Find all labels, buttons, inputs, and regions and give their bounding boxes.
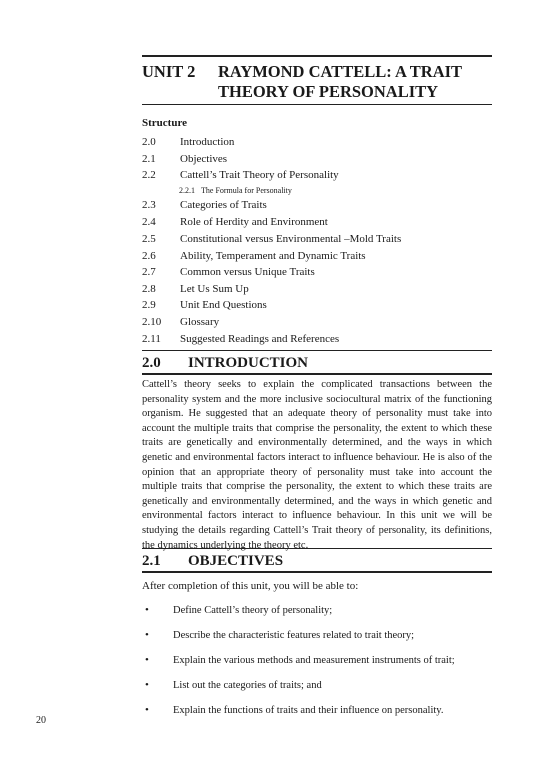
toc-item: 2.9 Unit End Questions xyxy=(142,299,267,311)
toc-item: 2.11 Suggested Readings and References xyxy=(142,333,340,345)
page-number: 20 xyxy=(36,715,46,726)
toc-item: 2.3 Categories of Traits xyxy=(142,199,267,211)
toc-item: 2.4 Role of Herdity and Environment xyxy=(142,216,328,228)
introduction-heading: 2.0 INTRODUCTION xyxy=(142,355,309,371)
title-bottom-rule xyxy=(142,104,492,105)
introduction-bottom-rule xyxy=(142,373,492,375)
objectives-intro: After completion of this unit, you will be able to: xyxy=(142,580,359,592)
introduction-paragraph: Cattell’s theory seeks to explain the complicated transactions between the personality system and the more inclusive sociocultural matrix of the functioning organism. He suggested that an adequate theory of personality must take into account the multiple traits that comprise the personality, the extent to which these traits are genetically and environmentally determined, and the ways in which genetic and environmental factors interact to influence behaviour. He is also of the opinion that an appropriate theory of personality must take into account the multiple traits that comprise the personality, the extent to which these traits are genetically and environmentally determined, and the ways in which genetic and environmental factors interact to influence behaviour. In this unit we will be studying the details regarding Cattell’s Trait theory of personality, its definitions, the dynamics underlying the theory etc. xyxy=(142,379,492,551)
toc-item: 2.2 Cattell’s Trait Theory of Personality xyxy=(142,169,339,181)
toc-item: 2.1 Objectives xyxy=(142,153,228,165)
toc-item: 2.7 Common versus Unique Traits xyxy=(142,266,315,278)
introduction-top-rule xyxy=(142,350,492,351)
document-page: UNIT 2 RAYMOND CATTELL: A TRAIT THEORY OF PERSONALITY Structure 2.0 Introduction 2.1 Objectives 2.2 Cattell’s Trait Theory of Personality 2.2.1 The Formula for Personality 2.3 Categories of Traits 2.4 Role of Herdity and Environment 2.5 Constitutional versus Environmental –Mold Traits 2.6 Ability, Temperament and Dynamic Traits 2.7 Common versus Unique Traits 2.8 Let Us Sum Up 2.9 Unit End Questions 2.10 Glossary 2.11 Suggested Readings and References 2.0 INTRODUCTION Cattell’s theory seeks to explain the complicated transactions between the personality system and the more inclusive sociocultural matrix of the functioning organism. He suggested that an adequate theory of personality must take into account the multiple traits that comprise the personality, the extent to which these traits are genetically and environmentally determined, and the ways in which genetic and environmental factors interact to influence behaviour. He is also of the opinion that an appropriate theory of personality must take into account the multiple traits that comprise the personality, the extent to which these traits are genetically and environmentally determined, and the ways in which genetic and environmental factors interact to influence behaviour. In this unit we will be studying the details regarding Cattell’s Trait theory of personality, its definitions, the dynamics underlying the theory etc. 2.1 OBJECTIVES After completion of this unit, you will be able to: • Define Cattell’s theory of personality; • Describe the characteristic features related to trait theory; • Explain the various methods and measurement instruments of trait; • List out the categories of traits; and • Explain the functions of traits and their influence on personality. 20 xyxy=(0,0,550,777)
unit-title-line-2: THEORY OF PERSONALITY xyxy=(218,82,439,101)
objectives-heading: 2.1 OBJECTIVES xyxy=(142,553,284,569)
toc-item: 2.10 Glossary xyxy=(142,316,220,328)
toc-item: 2.0 Introduction xyxy=(142,136,235,148)
structure-heading: Structure xyxy=(142,117,188,129)
objectives-top-rule xyxy=(142,548,492,549)
toc-subitem: 2.2.1 The Formula for Personality xyxy=(179,186,292,195)
toc-item: 2.8 Let Us Sum Up xyxy=(142,283,249,295)
toc-item: 2.5 Constitutional versus Environmental –Mold Traits xyxy=(142,233,402,245)
objectives-bottom-rule xyxy=(142,571,492,573)
title-top-rule xyxy=(142,55,492,57)
unit-title-line-1: RAYMOND CATTELL: A TRAIT xyxy=(218,62,463,81)
unit-number: UNIT 2 xyxy=(142,62,196,81)
toc-item: 2.6 Ability, Temperament and Dynamic Traits xyxy=(142,250,366,262)
